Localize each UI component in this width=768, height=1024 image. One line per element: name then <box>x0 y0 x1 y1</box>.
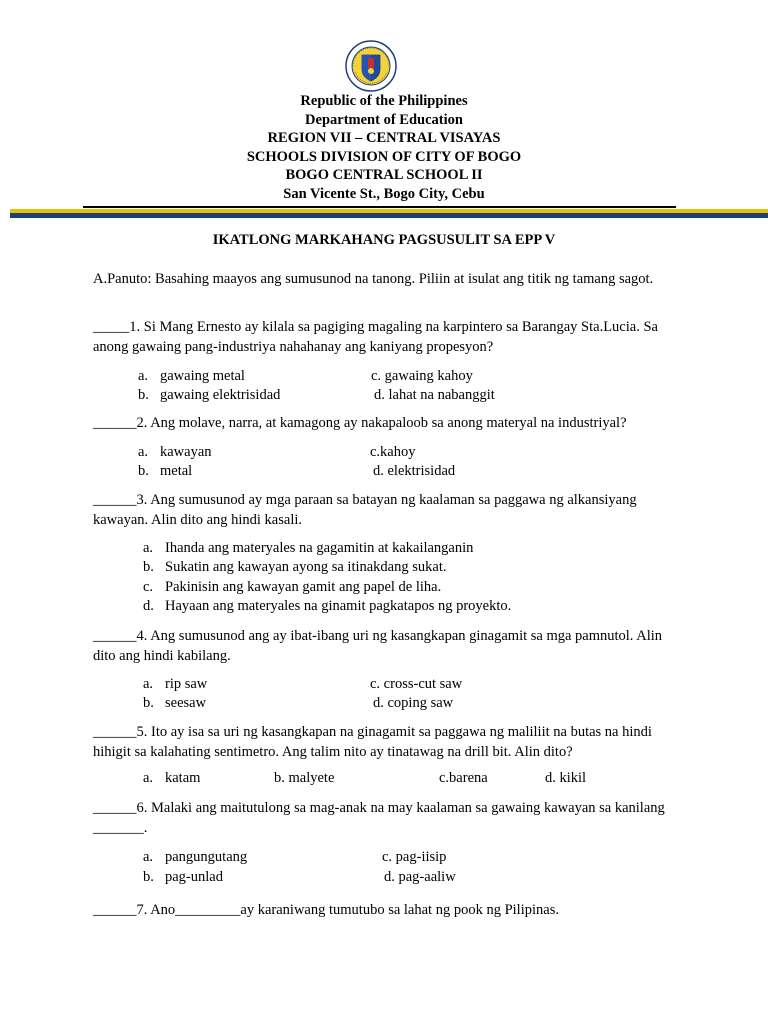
q4-option-a-text: rip saw <box>165 676 208 692</box>
q4-option-b <box>143 694 206 714</box>
question-3-stem: ______3. Ang sumusunod ay mga paraan sa batayan ng kaalaman sa paggawa ng alkansiyang kawayan. Alin dito ang hindi kasali. <box>93 492 637 528</box>
header-division: SCHOOLS DIVISION OF CITY OF BOGO <box>246 148 522 165</box>
q3-option-d <box>143 597 511 617</box>
header-school: BOGO CENTRAL SCHOOL II <box>285 167 483 183</box>
question-5-stem: ______5. Ito ay isa sa uri ng kasangkapan na ginagamit sa paggawa ng maliliit na butas na hindi hihigit sa kalahating sentimetro. Ang talim nito ay tinatawag na drill bit. Alin dito? <box>93 724 652 760</box>
q2-option-a <box>138 443 212 463</box>
header-republic: Republic of the Philippines <box>300 93 468 109</box>
q5-option-b: b. malyete <box>274 770 335 786</box>
question-4-stem: ______4. Ang sumusunod ang ay ibat-ibang uri ng kasangkapan ginagamit sa mga pamnutol. Alin dito ang hindi kabilang. <box>93 628 663 664</box>
header-underline <box>83 206 676 208</box>
q3-option-b <box>143 558 446 578</box>
question-1-stem: _____1. Si Mang Ernesto ay kilala sa pagiging magaling na karpintero sa Barangay Sta.Lucia. Sa anong gawaing pang-industriya nahahanay ang kaniyang propesyon? <box>93 319 658 355</box>
deped-seal-logo <box>345 40 397 92</box>
header-region: REGION VII – CENTRAL VISAYAS <box>267 130 501 146</box>
q3-option-c-text: Pakinisin ang kawayan gamit ang papel de liha. <box>165 579 442 595</box>
q3-option-d-text: Hayaan ang materyales na ginamit pagkatapos ng proyekto. <box>165 598 512 614</box>
q2-option-b <box>138 462 192 482</box>
question-6-stem: ______6. Malaki ang maitutulong sa mag-anak na may kaalaman sa gawaing kawayan sa kanilang _______. <box>93 800 665 836</box>
q3-option-b-marker: b. <box>143 559 154 575</box>
q4-option-a-marker: a. <box>143 676 154 692</box>
q5-option-a-marker: a. <box>143 770 154 786</box>
q6-option-b <box>143 868 223 888</box>
q4-option-b-text: seesaw <box>165 695 207 711</box>
q4-option-d: d. coping saw <box>373 695 454 711</box>
exam-title: IKATLONG MARKAHANG PAGSUSULIT SA EPP V <box>212 232 556 248</box>
q3-option-a <box>143 539 473 559</box>
q1-option-a-marker: a. <box>138 368 149 384</box>
q3-option-a-marker: a. <box>143 540 154 556</box>
divider-blue-band <box>10 213 768 218</box>
q2-option-b-text: metal <box>160 463 193 479</box>
q1-option-b-text: gawaing elektrisidad <box>160 387 281 403</box>
q5-option-a-text: katam <box>165 770 201 786</box>
q6-option-a-text: pangungutang <box>165 849 248 865</box>
q1-option-d: d. lahat na nabanggit <box>374 387 495 403</box>
q5-option-c: c.barena <box>439 770 488 786</box>
q3-option-c-marker: c. <box>143 579 154 595</box>
q4-option-c: c. cross-cut saw <box>370 676 463 692</box>
q1-option-c: c. gawaing kahoy <box>371 368 473 384</box>
header-address: San Vicente St., Bogo City, Cebu <box>283 185 485 202</box>
q4-option-a <box>143 675 207 695</box>
q3-option-a-text: Ihanda ang materyales na gagamitin at kakailanganin <box>165 540 474 556</box>
instructions: A.Panuto: Basahing maayos ang sumusunod na tanong. Piliin at isulat ang titik ng tamang sagot. <box>93 271 654 287</box>
q3-option-b-text: Sukatin ang kawayan ayong sa itinakdang sukat. <box>165 559 447 575</box>
q4-option-b-marker: b. <box>143 695 154 711</box>
q5-option-d: d. kikil <box>545 770 587 786</box>
question-7-stem: ______7. Ano_________ay karaniwang tumutubo sa lahat ng pook ng Pilipinas. <box>93 902 559 918</box>
q6-option-c: c. pag-iisip <box>382 849 447 865</box>
q2-option-a-marker: a. <box>138 444 149 460</box>
q6-option-a <box>143 848 247 868</box>
q1-option-b <box>138 386 280 406</box>
q3-option-c <box>143 578 441 598</box>
q1-option-a-text: gawaing metal <box>160 368 245 384</box>
school-header <box>0 92 768 203</box>
q5-option-a <box>143 769 200 789</box>
q2-option-a-text: kawayan <box>160 444 212 460</box>
q6-option-a-marker: a. <box>143 849 154 865</box>
header-department: Department of Education <box>305 111 463 128</box>
q6-option-b-marker: b. <box>143 869 154 885</box>
q6-option-b-text: pag-unlad <box>165 869 223 885</box>
q2-option-d: d. elektrisidad <box>373 463 456 479</box>
question-2-stem: ______2. Ang molave, narra, at kamagong ay nakapaloob sa anong materyal na industriyal? <box>93 415 627 431</box>
header-divider <box>10 209 768 219</box>
q6-option-d: d. pag-aaliw <box>384 869 456 885</box>
q1-option-b-marker: b. <box>138 387 149 403</box>
q3-option-d-marker: d. <box>143 598 154 614</box>
q2-option-b-marker: b. <box>138 463 149 479</box>
q2-option-c: c.kahoy <box>370 444 416 460</box>
q1-option-a <box>138 367 245 387</box>
